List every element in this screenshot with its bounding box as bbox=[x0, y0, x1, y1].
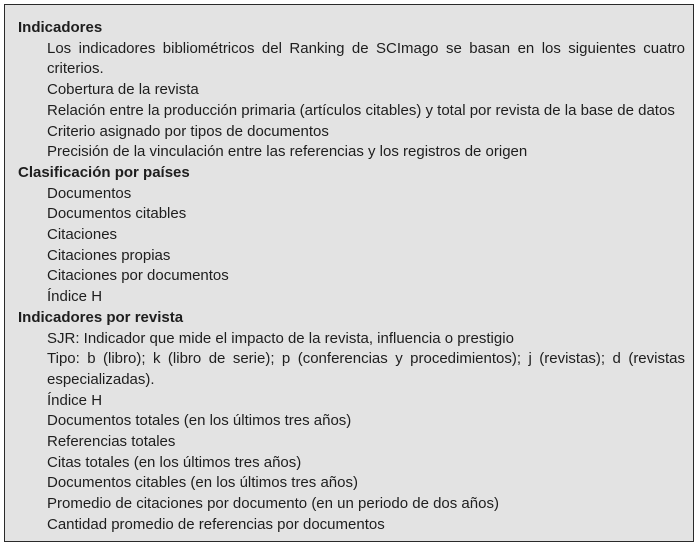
section-indicadores bbox=[18, 18, 685, 163]
list-item: Tipo: b (libro); k (libro de serie); p (conferencias y procedimientos); j (revistas); d (revistas especializadas). bbox=[47, 350, 685, 388]
list-item: Referencias totales bbox=[47, 433, 176, 451]
list-item: Citas totales (en los últimos tres años) bbox=[47, 453, 302, 471]
list-item: Cobertura de la revista bbox=[47, 81, 199, 99]
item-list bbox=[18, 39, 685, 163]
list-item: Documentos citables (en los últimos tres años) bbox=[47, 474, 358, 492]
panel-content bbox=[18, 18, 685, 536]
list-item: Citaciones bbox=[47, 226, 118, 244]
section-heading: Indicadores bbox=[18, 19, 103, 36]
section-heading: Clasificación por países bbox=[18, 163, 190, 181]
item-list bbox=[18, 329, 685, 536]
list-item: Índice H bbox=[47, 391, 103, 409]
section-indicadores-por-revista bbox=[18, 308, 685, 536]
list-item: Los indicadores bibliométricos del Ranking de SCImago se basan en los siguientes cuatro criterios. bbox=[47, 39, 685, 78]
section-heading: Indicadores por revista bbox=[18, 308, 184, 326]
list-item: Criterio asignado por tipos de documentos bbox=[47, 122, 329, 140]
list-item: Citaciones propias bbox=[47, 246, 171, 264]
list-item: Precisión de la vinculación entre las referencias y los registros de origen bbox=[47, 143, 528, 161]
list-item: Citaciones por documentos bbox=[47, 267, 229, 285]
list-item: Índice H bbox=[47, 288, 103, 306]
list-item: Promedio de citaciones por documento (en un periodo de dos años) bbox=[47, 495, 499, 513]
item-list bbox=[18, 184, 685, 308]
list-item: Relación entre la producción primaria (artículos citables) y total por revista de la base de datos bbox=[47, 101, 675, 119]
indicators-panel bbox=[4, 4, 694, 542]
section-clasificacion-por-paises bbox=[18, 163, 685, 308]
list-item: Documentos bbox=[47, 184, 132, 202]
list-item: Documentos citables bbox=[47, 205, 187, 223]
list-item: Cantidad promedio de referencias por documentos bbox=[47, 515, 385, 533]
list-item: SJR: Indicador que mide el impacto de la revista, influencia o prestigio bbox=[47, 329, 514, 347]
list-item: Documentos totales (en los últimos tres años) bbox=[47, 412, 352, 430]
